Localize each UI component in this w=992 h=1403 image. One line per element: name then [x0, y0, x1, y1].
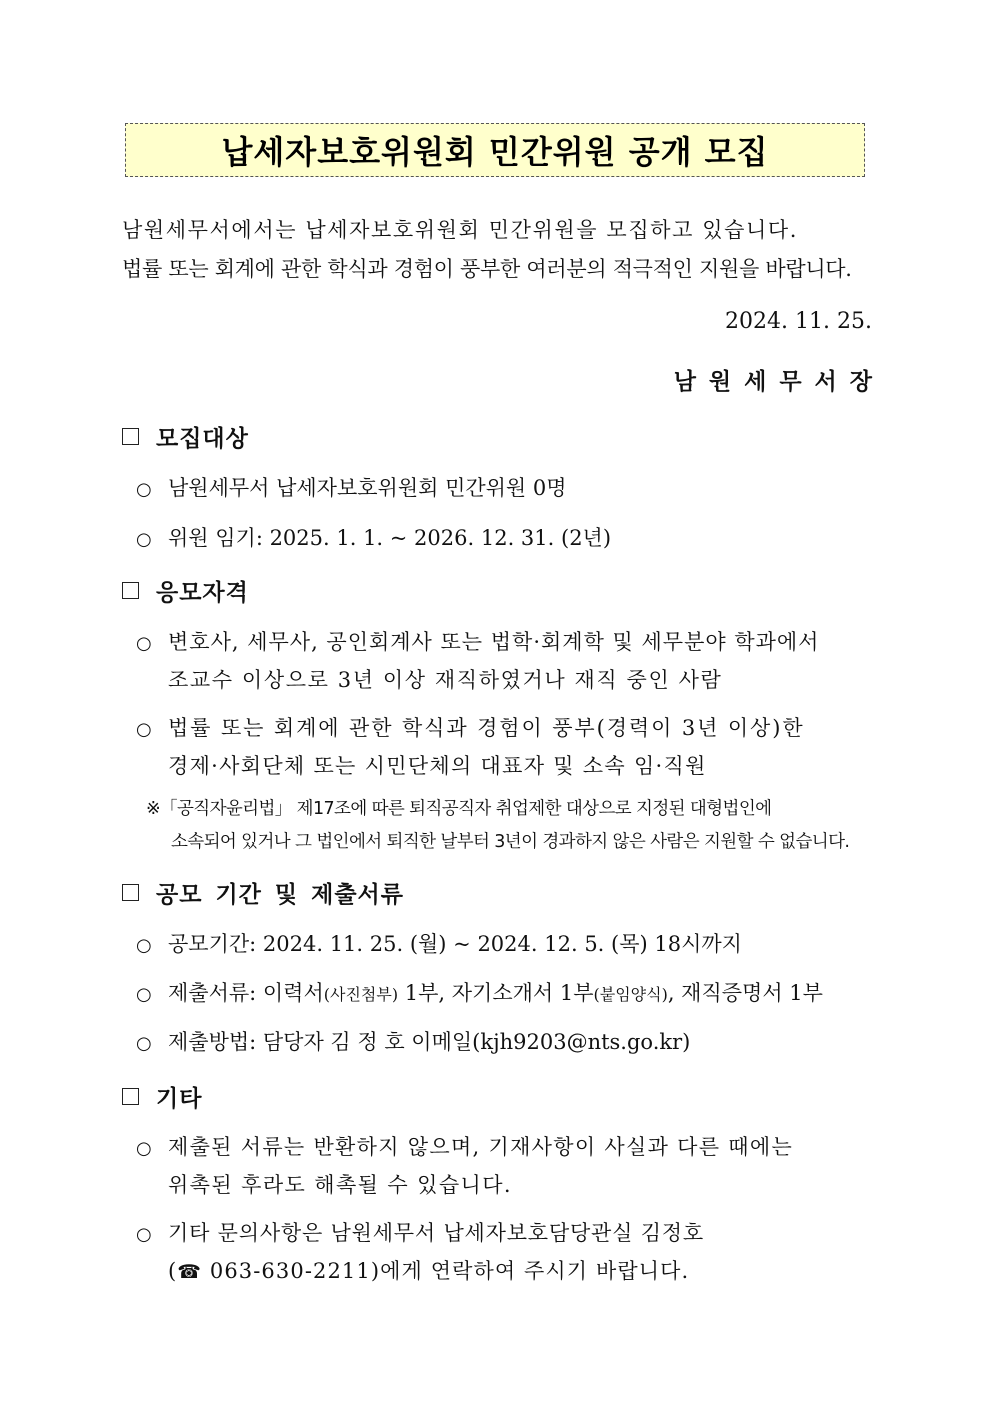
notice-note: 소속되어 있거나 그 법인에서 퇴직한 날부터 3년이 경과하지 않은 사람은 지원할 수 없습니다. [171, 832, 850, 852]
item-text: 1부, 자기소개서 1부 [398, 981, 594, 1005]
list-item [136, 626, 819, 656]
list-item [136, 1217, 704, 1247]
section-etc [122, 1080, 202, 1113]
circle-bullet-icon: ○ [136, 529, 152, 550]
list-item [136, 1026, 690, 1056]
item-text: 제출서류: 이력서 [168, 981, 324, 1005]
item-text-small: (사진첨부) [323, 985, 399, 1004]
item-text-small: (붙임양식) [593, 985, 668, 1004]
signer: 남원세무서장 [673, 368, 885, 395]
list-item [136, 977, 823, 1007]
checkbox-square-icon [122, 582, 139, 599]
circle-bullet-icon: ○ [136, 479, 152, 500]
item-text: 공모기간: 2024. 11. 25. (월) ~ 2024. 12. 5. (목) 18시까지 [168, 932, 742, 956]
section-heading: 공모 기간 및 제출서류 [156, 881, 404, 908]
checkbox-square-icon [122, 884, 139, 901]
section-heading: 모집대상 [156, 425, 249, 452]
item-text: 법률 또는 회계에 관한 학식과 경험이 풍부(경력이 3년 이상)한 [168, 716, 805, 740]
list-item [136, 712, 805, 742]
item-text: ( [168, 1259, 178, 1283]
section-target [122, 420, 249, 453]
circle-bullet-icon: ○ [136, 719, 154, 740]
list-item [136, 928, 742, 958]
notice-date: 2024. 11. 25. [725, 309, 872, 334]
item-text: 063-630-2211)에게 연락하여 주시기 바랍니다. [202, 1259, 690, 1283]
item-text: 변호사, 세무사, 공인회계사 또는 법학·회계학 및 세무분야 학과에서 [168, 630, 820, 654]
circle-bullet-icon: ○ [136, 984, 152, 1005]
intro-line-2: 법률 또는 회계에 관한 학식과 경험이 풍부한 여러분의 적극적인 지원을 바랍니다. [122, 257, 852, 281]
item-continuation [168, 1255, 689, 1285]
item-continuation: 조교수 이상으로 3년 이상 재직하였거나 재직 중인 사람 [168, 668, 723, 692]
item-text: 위원 임기: 2025. 1. 1. ~ 2026. 12. 31. (2년) [168, 526, 612, 550]
intro-line-1: 남원세무서에서는 납세자보호위원회 민간위원을 모집하고 있습니다. [122, 218, 799, 242]
item-text: 남원세무서 납세자보호위원회 민간위원 0명 [168, 476, 567, 500]
item-continuation: 경제·사회단체 또는 시민단체의 대표자 및 소속 임·직원 [168, 754, 707, 778]
item-text: 제출된 서류는 반환하지 않으며, 기재사항이 사실과 다른 때에는 [168, 1135, 794, 1159]
list-item [136, 472, 567, 502]
circle-bullet-icon: ○ [136, 633, 153, 654]
circle-bullet-icon: ○ [136, 1224, 153, 1245]
phone-icon: ☎ [177, 1261, 203, 1283]
checkbox-square-icon [122, 1088, 139, 1105]
title-box [125, 123, 865, 177]
circle-bullet-icon: ○ [136, 1033, 152, 1054]
item-text: , 재직증명서 1부 [667, 981, 823, 1005]
section-period [122, 876, 404, 909]
list-item [136, 1131, 793, 1161]
section-heading: 기타 [156, 1085, 203, 1112]
checkbox-square-icon [122, 428, 139, 445]
circle-bullet-icon: ○ [136, 1138, 154, 1159]
item-text: 제출방법: 담당자 김 정 호 이메일(kjh9203@nts.go.kr) [168, 1030, 691, 1054]
list-item [136, 522, 611, 552]
page-title: 납세자보호위원회 민간위원 공개 모집 [221, 133, 769, 171]
notice-note: ※「공직자윤리법」 제17조에 따른 퇴직공직자 취업제한 대상으로 지정된 대형법인에 [146, 799, 772, 819]
section-qualification [122, 574, 249, 607]
section-heading: 응모자격 [156, 579, 249, 606]
item-continuation: 위촉된 후라도 해촉될 수 있습니다. [168, 1173, 512, 1197]
circle-bullet-icon: ○ [136, 935, 152, 956]
item-text: 기타 문의사항은 남원세무서 납세자보호담당관실 김정호 [168, 1221, 704, 1245]
